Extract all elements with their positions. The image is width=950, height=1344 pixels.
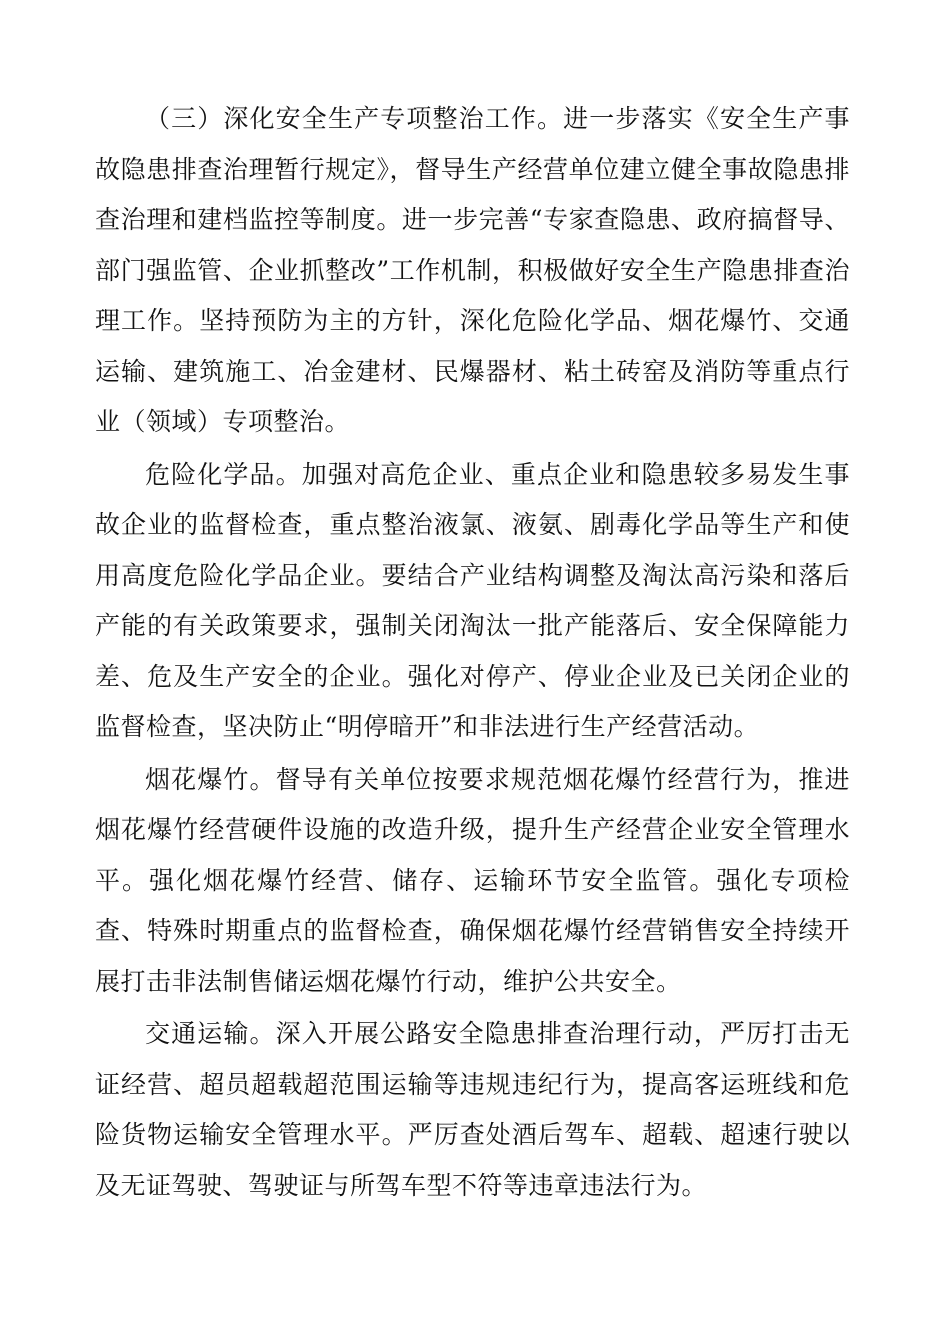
paragraph-hazardous-chemicals: 危险化学品。加强对高危企业、重点企业和隐患较多易发生事故企业的监督检查，重点整治液氯、液氨、剧毒化学品等生产和使用高度危险化学品企业。要结合产业结构调整及淘汰高污染和落后产能的有关政策要求，强制关闭淘汰一批产能落后、安全保障能力差、危及生产安全的企业。强化对停产、停业企业及已关闭企业的监督检查，坚决防止“明停暗开”和非法进行生产经营活动。 — [95, 459, 850, 741]
document-page — [95, 94, 850, 1213]
paragraph-fireworks: 烟花爆竹。督导有关单位按要求规范烟花爆竹经营行为，推进烟花爆竹经营硬件设施的改造升级，提升生产经营企业安全管理水平。强化烟花爆竹经营、储存、运输环节安全监管。强化专项检查、特殊时期重点的监督检查，确保烟花爆竹经营销售安全持续开展打击非法制售储运烟花爆竹行动，维护公共安全。 — [95, 764, 850, 996]
paragraph-special-rectification: （三）深化安全生产专项整治工作。进一步落实《安全生产事故隐患排查治理暂行规定》，督导生产经营单位建立健全事故隐患排查治理和建档监控等制度。进一步完善“专家查隐患、政府搞督导、部门强监管、企业抓整改”工作机制，积极做好安全生产隐患排查治理工作。坚持预防为主的方针，深化危险化学品、烟花爆竹、交通运输、建筑施工、冶金建材、民爆器材、粘土砖窑及消防等重点行业（领域）专项整治。 — [95, 104, 850, 436]
paragraph-transportation: 交通运输。深入开展公路安全隐患排查治理行动，严厉打击无证经营、超员超载超范围运输等违规违纪行为，提高客运班线和危险货物运输安全管理水平。严厉查处酒后驾车、超载、超速行驶以及无证驾驶、驾驶证与所驾车型不符等违章违法行为。 — [95, 1019, 850, 1200]
